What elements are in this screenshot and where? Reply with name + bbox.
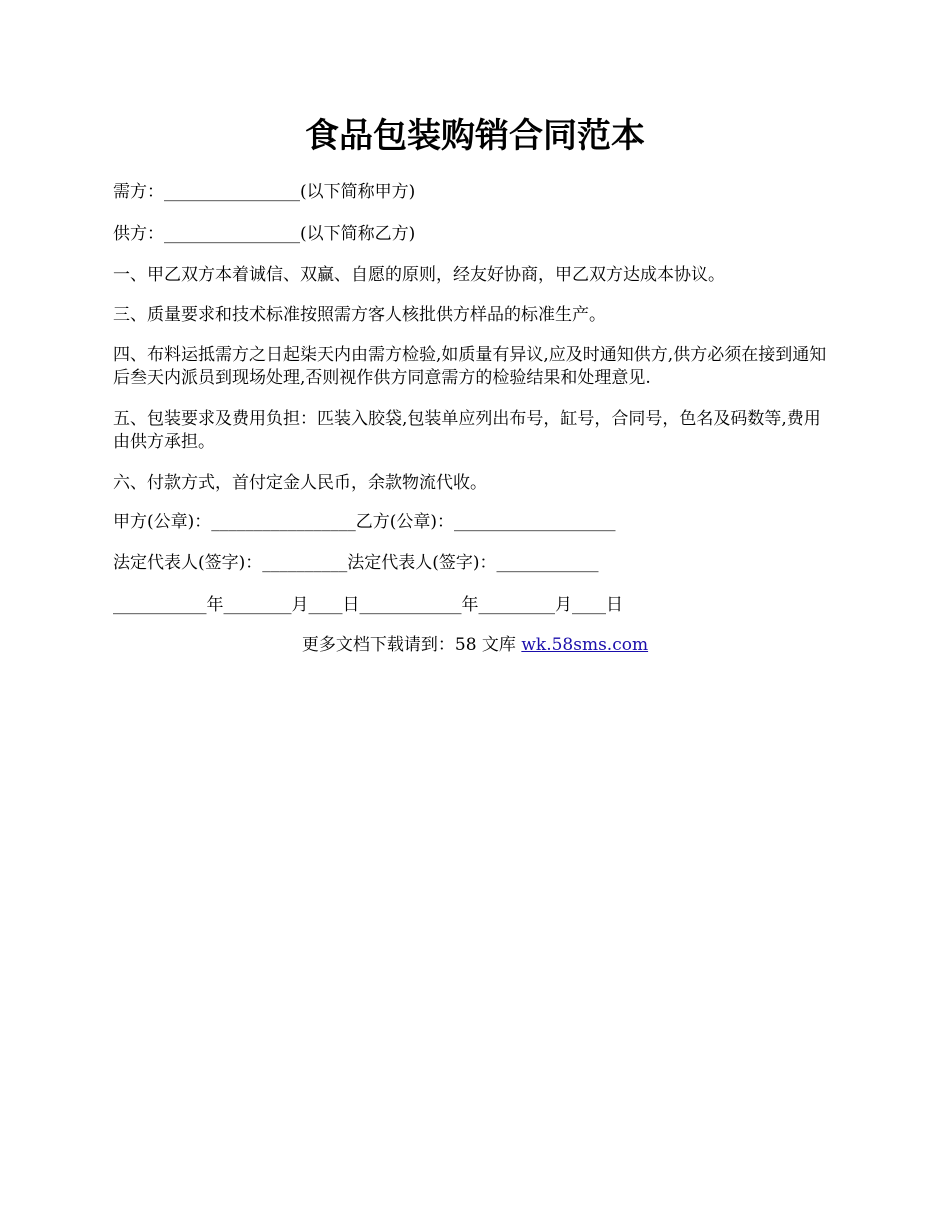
clause-4: 四、布料运抵需方之日起柒天内由需方检验,如质量有异议,应及时通知供方,供方必须在接到通知后叁天内派员到现场处理,否则视作供方同意需方的检验结果和处理意见. — [113, 345, 827, 388]
document-title: 食品包装购销合同范本 — [305, 116, 645, 156]
clause-5: 五、包装要求及费用负担：匹装入胶袋,包装单应列出布号，缸号，合同号，色名及码数等,费用由供方承担。 — [113, 409, 821, 452]
clause-3: 三、质量要求和技术标准按照需方客人核批供方样品的标准生产。 — [113, 305, 606, 325]
representative-line: 法定代表人(签字)：__________法定代表人(签字)：____________ — [113, 553, 599, 573]
demander-line: 需方：________________(以下简称甲方) — [113, 182, 416, 202]
clause-6: 六、付款方式，首付定金人民币，余款物流代收。 — [113, 473, 487, 493]
supplier-line: 供方：________________(以下简称乙方) — [113, 224, 416, 244]
footer-text: 更多文档下载请到：58 文库 — [301, 635, 522, 655]
date-line: ___________年________月____日____________年_________月____日 — [113, 595, 623, 615]
seal-line: 甲方(公章)：_________________乙方(公章)：___________________ — [113, 512, 616, 532]
footer — [0, 634, 950, 657]
clause-1: 一、甲乙双方本着诚信、双赢、自愿的原则，经友好协商，甲乙双方达成本协议。 — [113, 265, 725, 285]
footer-link[interactable]: wk.58sms.com — [521, 635, 649, 655]
